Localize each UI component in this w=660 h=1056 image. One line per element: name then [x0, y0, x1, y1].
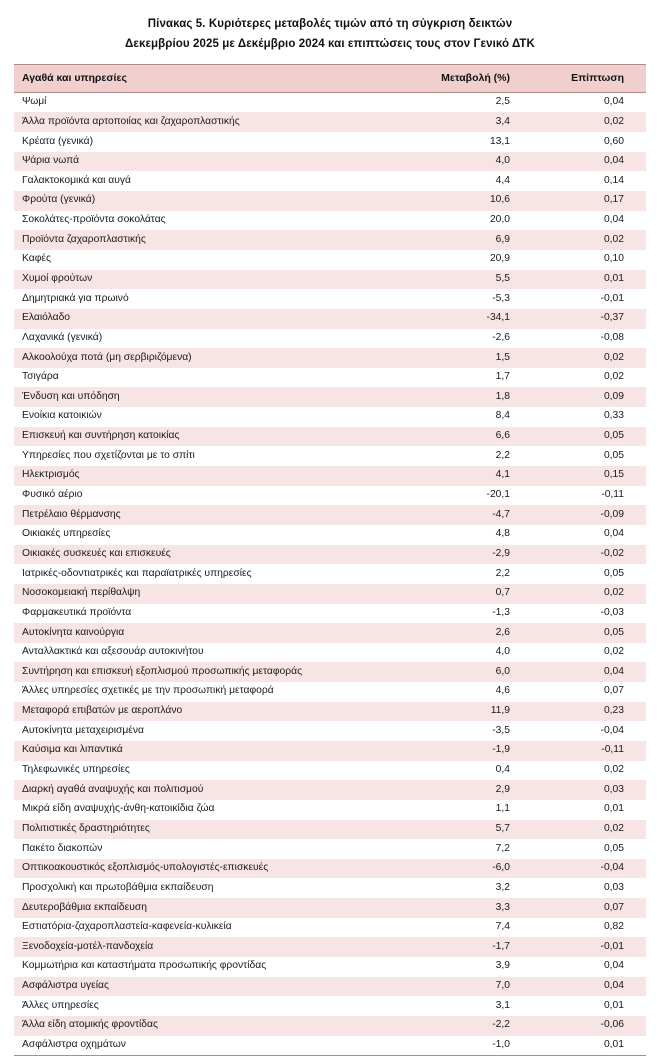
table-row [14, 584, 646, 604]
table-row [14, 446, 646, 466]
table-row [14, 1016, 646, 1036]
cell-change: -2,9 [406, 545, 536, 565]
table-row [14, 427, 646, 447]
cell-change: -20,1 [406, 486, 536, 506]
cell-goods-services: Δημητριακά για πρωινό [14, 289, 406, 309]
cell-goods-services: Καφές [14, 250, 406, 270]
cell-goods-services: Συντήρηση και επισκευή εξοπλισμού προσωπικής μεταφοράς [14, 662, 406, 682]
table-row [14, 682, 646, 702]
table-row [14, 486, 646, 506]
cell-change: 2,9 [406, 780, 536, 800]
cell-goods-services: Πολιτιστικές δραστηριότητες [14, 820, 406, 840]
cell-change: -3,5 [406, 721, 536, 741]
cell-impact: 0,17 [536, 191, 646, 211]
cell-impact: 0,04 [536, 662, 646, 682]
cell-change: 7,4 [406, 918, 536, 938]
cell-impact: 0,02 [536, 761, 646, 781]
cell-impact: -0,11 [536, 486, 646, 506]
cell-change: 4,6 [406, 682, 536, 702]
cell-impact: -0,06 [536, 1016, 646, 1036]
cell-change: 1,8 [406, 387, 536, 407]
cell-change: 6,0 [406, 662, 536, 682]
cell-impact: 0,60 [536, 132, 646, 152]
table-row [14, 721, 646, 741]
cell-impact: 0,07 [536, 682, 646, 702]
cell-goods-services: Οικιακές υπηρεσίες [14, 525, 406, 545]
cell-impact: -0,03 [536, 604, 646, 624]
table-row [14, 878, 646, 898]
cell-goods-services: Τηλεφωνικές υπηρεσίες [14, 761, 406, 781]
table-row [14, 545, 646, 565]
cell-goods-services: Λαχανικά (γενικά) [14, 329, 406, 349]
cell-impact: 0,05 [536, 427, 646, 447]
cell-impact: 0,01 [536, 800, 646, 820]
cell-change: 3,1 [406, 996, 536, 1016]
table-title-line-2: Δεκεμβρίου 2025 με Δεκέμβριο 2024 και επιπτώσεις τους στον Γενικό ΔΤΚ [125, 38, 535, 51]
cell-change: 0,7 [406, 584, 536, 604]
table-row [14, 112, 646, 132]
cell-impact: 0,09 [536, 387, 646, 407]
cell-impact: 0,01 [536, 270, 646, 290]
table-row [14, 996, 646, 1016]
cell-impact: 0,02 [536, 643, 646, 663]
cell-goods-services: Αυτοκίνητα καινούργια [14, 623, 406, 643]
cell-goods-services: Φυσικό αέριο [14, 486, 406, 506]
cell-change: 20,9 [406, 250, 536, 270]
cell-change: -1,9 [406, 741, 536, 761]
cell-change: 6,9 [406, 230, 536, 250]
cell-goods-services: Άλλες υπηρεσίες σχετικές με την προσωπική μεταφορά [14, 682, 406, 702]
table-header [14, 65, 646, 93]
table-row [14, 407, 646, 427]
table-row [14, 643, 646, 663]
table-row [14, 387, 646, 407]
cell-goods-services: Υπηρεσίες που σχετίζονται με το σπίτι [14, 446, 406, 466]
cell-goods-services: Κομμωτήρια και καταστήματα προσωπικής φροντίδας [14, 957, 406, 977]
cell-change: -1,0 [406, 1036, 536, 1056]
table-row [14, 92, 646, 112]
cell-goods-services: Πακέτο διακοπών [14, 839, 406, 859]
table-row [14, 898, 646, 918]
column-header-goods-services: Αγαθά και υπηρεσίες [14, 65, 406, 93]
cell-change: 1,5 [406, 348, 536, 368]
table-row [14, 741, 646, 761]
table-row [14, 211, 646, 231]
cell-goods-services: Ένδυση και υπόδηση [14, 387, 406, 407]
cell-goods-services: Διαρκή αγαθά αναψυχής και πολιτισμού [14, 780, 406, 800]
cell-goods-services: Άλλα προϊόντα αρτοποιίας και ζαχαροπλαστικής [14, 112, 406, 132]
cell-impact: -0,01 [536, 937, 646, 957]
cell-impact: 0,10 [536, 250, 646, 270]
cell-goods-services: Ασφάλιστρα υγείας [14, 977, 406, 997]
cell-goods-services: Πετρέλαιο θέρμανσης [14, 505, 406, 525]
cell-impact: 0,04 [536, 92, 646, 112]
cell-change: 4,0 [406, 152, 536, 172]
table-row [14, 152, 646, 172]
cell-impact: 0,82 [536, 918, 646, 938]
cell-impact: -0,37 [536, 309, 646, 329]
cell-change: -4,7 [406, 505, 536, 525]
cell-impact: 0,05 [536, 564, 646, 584]
table-row [14, 171, 646, 191]
table-row [14, 270, 646, 290]
cell-change: 3,4 [406, 112, 536, 132]
cell-impact: 0,02 [536, 820, 646, 840]
cell-change: -2,6 [406, 329, 536, 349]
cell-change: 1,1 [406, 800, 536, 820]
cell-impact: 0,04 [536, 211, 646, 231]
cell-change: 3,3 [406, 898, 536, 918]
cell-change: 3,9 [406, 957, 536, 977]
table-row [14, 780, 646, 800]
cell-goods-services: Οικιακές συσκευές και επισκευές [14, 545, 406, 565]
cell-change: 0,4 [406, 761, 536, 781]
cell-impact: 0,01 [536, 1036, 646, 1056]
cell-change: 10,6 [406, 191, 536, 211]
cell-change: 1,7 [406, 368, 536, 388]
cell-impact: 0,05 [536, 839, 646, 859]
cell-goods-services: Καύσιμα και λιπαντικά [14, 741, 406, 761]
cell-goods-services: Άλλα είδη ατομικής φροντίδας [14, 1016, 406, 1036]
table-row [14, 820, 646, 840]
column-header-impact: Επίπτωση [536, 65, 646, 93]
cell-goods-services: Άλλες υπηρεσίες [14, 996, 406, 1016]
cell-change: 13,1 [406, 132, 536, 152]
cell-impact: 0,04 [536, 525, 646, 545]
table-row [14, 839, 646, 859]
cell-impact: -0,09 [536, 505, 646, 525]
cell-goods-services: Δευτεροβάθμια εκπαίδευση [14, 898, 406, 918]
cell-change: 4,0 [406, 643, 536, 663]
cell-change: 11,9 [406, 702, 536, 722]
cell-impact: -0,04 [536, 721, 646, 741]
cell-impact: 0,03 [536, 878, 646, 898]
cell-goods-services: Ανταλλακτικά και αξεσουάρ αυτοκινήτου [14, 643, 406, 663]
cell-change: -5,3 [406, 289, 536, 309]
table-row [14, 623, 646, 643]
table-row [14, 937, 646, 957]
cell-impact: -0,02 [536, 545, 646, 565]
table-row [14, 1036, 646, 1056]
cell-impact: -0,08 [536, 329, 646, 349]
cell-goods-services: Ξενοδοχεία-μοτέλ-πανδοχεία [14, 937, 406, 957]
table-row [14, 191, 646, 211]
table-row [14, 348, 646, 368]
cell-impact: 0,02 [536, 348, 646, 368]
cell-goods-services: Ενοίκια κατοικιών [14, 407, 406, 427]
cell-change: 2,5 [406, 92, 536, 112]
cell-goods-services: Νοσοκομειακή περίθαλψη [14, 584, 406, 604]
cell-goods-services: Αυτοκίνητα μεταχειρισμένα [14, 721, 406, 741]
cell-change: 5,7 [406, 820, 536, 840]
cell-impact: 0,14 [536, 171, 646, 191]
table-row [14, 859, 646, 879]
cell-impact: 0,15 [536, 466, 646, 486]
cell-change: 4,1 [406, 466, 536, 486]
table-row [14, 466, 646, 486]
cell-goods-services: Τσιγάρα [14, 368, 406, 388]
cell-change: 7,2 [406, 839, 536, 859]
column-header-change: Μεταβολή (%) [406, 65, 536, 93]
table-body [14, 92, 646, 1055]
table-row [14, 957, 646, 977]
cell-impact: 0,02 [536, 584, 646, 604]
cell-goods-services: Επισκευή και συντήρηση κατοικίας [14, 427, 406, 447]
table-row [14, 702, 646, 722]
cell-impact: 0,07 [536, 898, 646, 918]
cell-change: -6,0 [406, 859, 536, 879]
cell-change: -34,1 [406, 309, 536, 329]
cell-goods-services: Εστιατόρια-ζαχαροπλαστεία-καφενεία-κυλικεία [14, 918, 406, 938]
table-row [14, 918, 646, 938]
table-row [14, 289, 646, 309]
cell-change: 2,2 [406, 564, 536, 584]
cell-change: 7,0 [406, 977, 536, 997]
table-row [14, 230, 646, 250]
cell-impact: 0,04 [536, 957, 646, 977]
cell-change: 8,4 [406, 407, 536, 427]
cell-change: 2,6 [406, 623, 536, 643]
cell-goods-services: Μικρά είδη αναψυχής-άνθη-κατοικίδια ζώα [14, 800, 406, 820]
table-row [14, 525, 646, 545]
table-row [14, 564, 646, 584]
cell-change: -1,7 [406, 937, 536, 957]
cell-impact: 0,04 [536, 977, 646, 997]
table-row [14, 309, 646, 329]
cell-impact: 0,02 [536, 112, 646, 132]
cell-goods-services: Φαρμακευτικά προϊόντα [14, 604, 406, 624]
cell-impact: 0,04 [536, 152, 646, 172]
table-row [14, 761, 646, 781]
table-title [14, 14, 646, 54]
cell-goods-services: Κρέατα (γενικά) [14, 132, 406, 152]
cell-impact: -0,11 [536, 741, 646, 761]
table-title-line-1: Πίνακας 5. Κυριότερες μεταβολές τιμών από τη σύγκριση δεικτών [147, 18, 513, 30]
cell-goods-services: Γαλακτοκομικά και αυγά [14, 171, 406, 191]
cell-impact: 0,01 [536, 996, 646, 1016]
cell-change: 5,5 [406, 270, 536, 290]
cell-goods-services: Μεταφορά επιβατών με αεροπλάνο [14, 702, 406, 722]
cell-goods-services: Ελαιόλαδο [14, 309, 406, 329]
cell-impact: -0,01 [536, 289, 646, 309]
cell-goods-services: Αλκοολούχα ποτά (μη σερβιριζόμενα) [14, 348, 406, 368]
cell-goods-services: Ασφάλιστρα οχημάτων [14, 1036, 406, 1056]
cell-change: 20,0 [406, 211, 536, 231]
price-changes-table [14, 64, 646, 1056]
cell-goods-services: Προσχολική και πρωτοβάθμια εκπαίδευση [14, 878, 406, 898]
cell-goods-services: Οπτικοακουστικός εξοπλισμός-υπολογιστές-επισκευές [14, 859, 406, 879]
table-row [14, 800, 646, 820]
table-row [14, 604, 646, 624]
cell-change: -2,2 [406, 1016, 536, 1036]
cell-goods-services: Φρούτα (γενικά) [14, 191, 406, 211]
table-row [14, 662, 646, 682]
cell-goods-services: Ιατρικές-οδοντιατρικές και παραϊατρικές υπηρεσίες [14, 564, 406, 584]
cell-change: 4,8 [406, 525, 536, 545]
cell-impact: 0,05 [536, 446, 646, 466]
cell-change: 3,2 [406, 878, 536, 898]
cell-impact: 0,05 [536, 623, 646, 643]
table-row [14, 505, 646, 525]
cell-change: -1,3 [406, 604, 536, 624]
cell-goods-services: Ψάρια νωπά [14, 152, 406, 172]
table-row [14, 329, 646, 349]
cell-goods-services: Ηλεκτρισμός [14, 466, 406, 486]
cell-goods-services: Χυμοί φρούτων [14, 270, 406, 290]
cell-impact: 0,23 [536, 702, 646, 722]
table-row [14, 250, 646, 270]
table-row [14, 977, 646, 997]
table-row [14, 368, 646, 388]
cell-impact: 0,03 [536, 780, 646, 800]
cell-goods-services: Προϊόντα ζαχαροπλαστικής [14, 230, 406, 250]
cell-impact: -0,04 [536, 859, 646, 879]
cell-impact: 0,02 [536, 368, 646, 388]
cell-change: 4,4 [406, 171, 536, 191]
cell-change: 6,6 [406, 427, 536, 447]
cell-goods-services: Σοκολάτες-προϊόντα σοκολάτας [14, 211, 406, 231]
table-header-row [14, 65, 646, 93]
table-row [14, 132, 646, 152]
cell-change: 2,2 [406, 446, 536, 466]
cell-goods-services: Ψωμί [14, 92, 406, 112]
cell-impact: 0,02 [536, 230, 646, 250]
cell-impact: 0,33 [536, 407, 646, 427]
